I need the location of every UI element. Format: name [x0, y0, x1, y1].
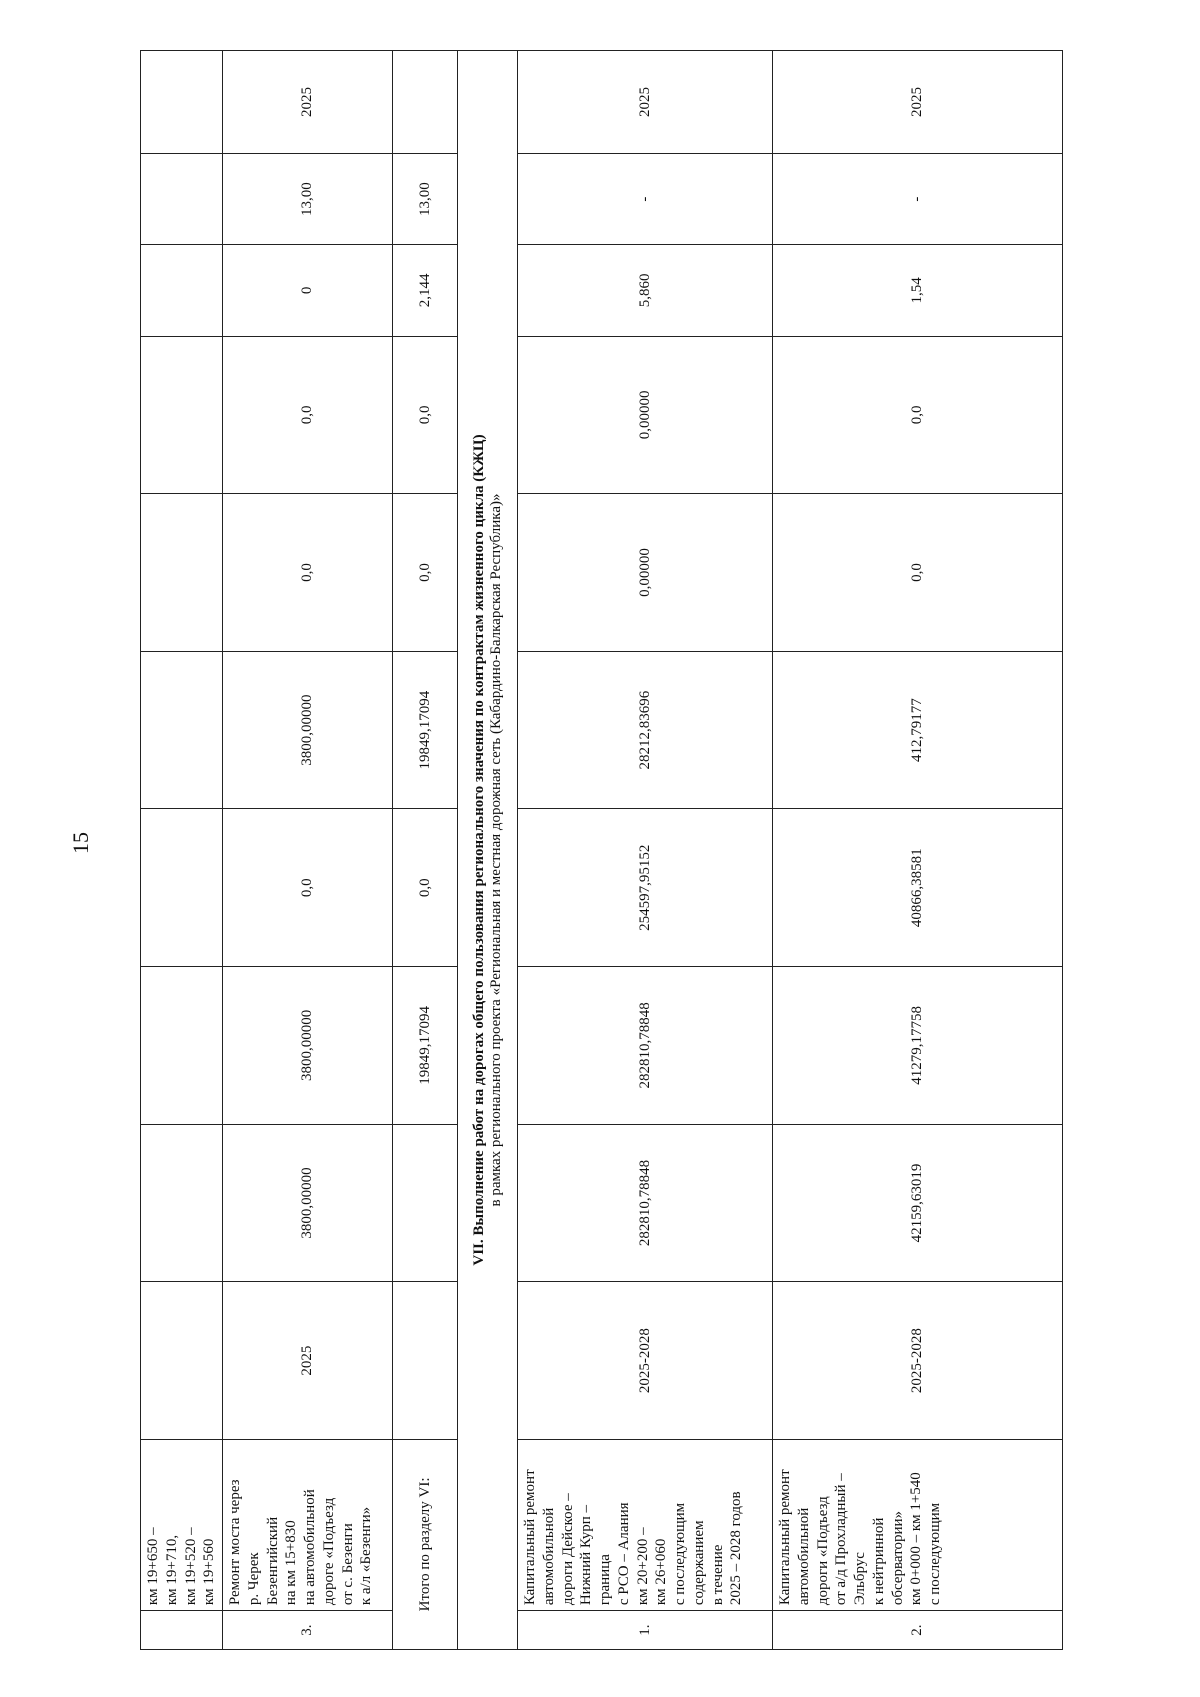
cell-c8: 13,00 [393, 153, 458, 244]
section-heading [458, 51, 518, 1650]
cell-c2: 19849,17094 [393, 967, 458, 1125]
cell-name: Капитальный ремонт автомобильной дороги «Подъезд от а/д Прохладный – Эльбрус к нейтринной обсерватории» км 0+000 – км 1+540 с последующим [773, 1439, 1063, 1610]
cell-c9: 2025 [223, 51, 393, 154]
cell-c9 [393, 51, 458, 154]
cell-period: 2025-2028 [773, 1282, 1063, 1440]
cell-num: 2. [773, 1611, 1063, 1650]
cell-period [141, 1282, 223, 1440]
cell-c6: 0,0 [223, 336, 393, 494]
cell-c1 [393, 1124, 458, 1282]
cell-period: 2025-2028 [518, 1282, 773, 1440]
cell-c8: 13,00 [223, 153, 393, 244]
cell-c4: 19849,17094 [393, 651, 458, 809]
cell-c9 [141, 51, 223, 154]
table-row [773, 51, 1063, 1650]
cell-c8 [141, 153, 223, 244]
cell-num: 1. [518, 1611, 773, 1650]
cell-c4: 3800,00000 [223, 651, 393, 809]
cell-c1: 42159,63019 [773, 1124, 1063, 1282]
cell-c3: 0,0 [223, 809, 393, 967]
cell-name: км 19+650 – км 19+710, км 19+520 – км 19+560 [141, 1439, 223, 1610]
cell-c5: 0,0 [223, 494, 393, 652]
cell-c2 [141, 967, 223, 1125]
table-row-total [393, 51, 458, 1650]
cell-c1: 282810,78848 [518, 1124, 773, 1282]
cell-name: Ремонт моста через р. Черек Безенгийский на км 15+830 на автомобильной дороге «Подъезд от с. Безенги к а/л «Безенги» [223, 1439, 393, 1610]
cell-name: Капитальный ремонт автомобильной дороги Дейское – Нижний Курп – граница с РСО – Алания км 20+200 – км 26+060 с последующим содержанием в течение 2025 – 2028 годов [518, 1439, 773, 1610]
cell-c5: 0,0 [773, 494, 1063, 652]
section-heading-line2: в рамках регионального проекта «Региональная и местная дорожная сеть (Кабардино-Балкарская Республика)» [487, 493, 504, 1207]
cell-c9: 2025 [518, 51, 773, 154]
cell-c5 [141, 494, 223, 652]
data-table [140, 50, 1063, 1650]
page-number: 15 [68, 832, 93, 854]
table-row [223, 51, 393, 1650]
cell-c5: 0,0 [393, 494, 458, 652]
table-row [518, 51, 773, 1650]
cell-c6: 0,0 [393, 336, 458, 494]
cell-c2: 3800,00000 [223, 967, 393, 1125]
cell-c6 [141, 336, 223, 494]
section-heading-line1: VII. Выполнение работ на дорогах общего пользования регионального значения по контрактам жизненного цикла (КЖЦ) [470, 434, 487, 1266]
section-heading-row [458, 51, 518, 1650]
cell-c7: 5,860 [518, 245, 773, 336]
cell-c3: 40866,38581 [773, 809, 1063, 967]
cell-c8: - [518, 153, 773, 244]
cell-c4: 28212,83696 [518, 651, 773, 809]
cell-c2: 282810,78848 [518, 967, 773, 1125]
cell-c8: - [773, 153, 1063, 244]
cell-c7: 1,54 [773, 245, 1063, 336]
cell-c9: 2025 [773, 51, 1063, 154]
cell-c7 [141, 245, 223, 336]
cell-c4 [141, 651, 223, 809]
table-row [141, 51, 223, 1650]
rotated-table-container [140, 50, 1060, 1650]
cell-c5: 0,00000 [518, 494, 773, 652]
cell-num: 3. [223, 1611, 393, 1650]
cell-c3 [141, 809, 223, 967]
cell-c4: 412,79177 [773, 651, 1063, 809]
cell-c3: 0,0 [393, 809, 458, 967]
cell-num [141, 1611, 223, 1650]
cell-c6: 0,00000 [518, 336, 773, 494]
cell-c3: 254597,95152 [518, 809, 773, 967]
cell-c7: 0 [223, 245, 393, 336]
cell-c6: 0,0 [773, 336, 1063, 494]
cell-total-label: Итого по разделу VI: [393, 1439, 458, 1649]
cell-period [393, 1282, 458, 1440]
cell-c7: 2,144 [393, 245, 458, 336]
cell-c2: 41279,17758 [773, 967, 1063, 1125]
cell-c1 [141, 1124, 223, 1282]
cell-c1: 3800,00000 [223, 1124, 393, 1282]
cell-period: 2025 [223, 1282, 393, 1440]
